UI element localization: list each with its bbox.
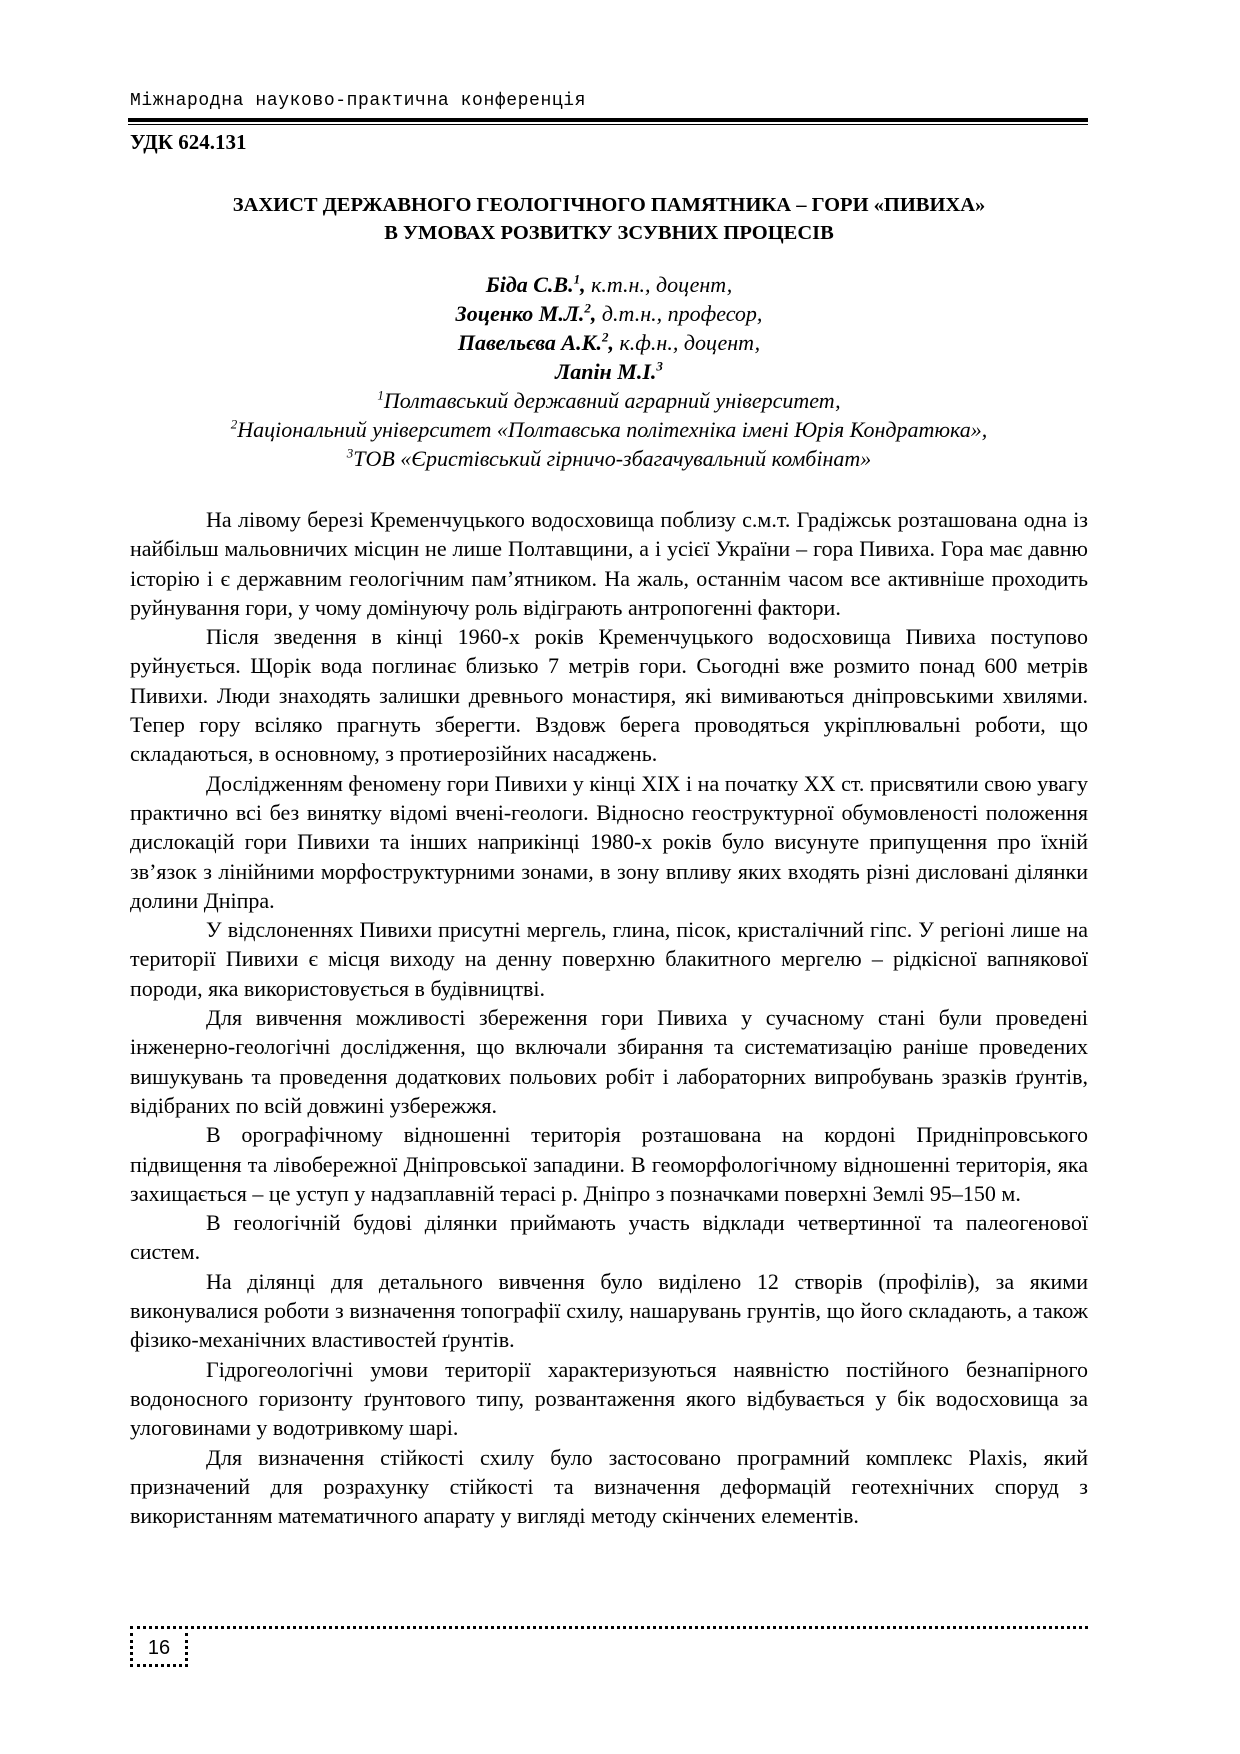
- affiliation-text: ТОВ «Єристівський гірничо-збагачувальний комбінат»: [353, 446, 872, 471]
- udk-code: УДК 624.131: [130, 130, 247, 154]
- author-name: Павельєва А.К.: [457, 330, 602, 355]
- author-degree: к.т.н., доцент,: [591, 272, 733, 297]
- author-degree: к.ф.н., доцент,: [619, 330, 761, 355]
- footer-rule: [130, 1626, 1088, 1629]
- affiliation-text: Національний університет «Полтавська політехніка імені Юрія Кондратюка»,: [237, 417, 988, 442]
- author-name: Біда С.В.: [485, 272, 574, 297]
- author-sup: 2: [602, 329, 609, 345]
- author-line: [130, 357, 1088, 386]
- author-sup: 3: [656, 358, 663, 374]
- author-line: Павельєва А.К.$^2$, к.ф.н., доцент,: [457, 329, 761, 355]
- article-body: [130, 505, 1088, 1530]
- affiliations-block: [130, 386, 1088, 473]
- affiliation: [130, 415, 1088, 444]
- author-degree: д.т.н., професор,: [601, 301, 763, 326]
- author-line: Біда С.В.$^1$, к.т.н., доцент,: [485, 271, 733, 297]
- paragraph: В орографічному відношенні територія розташована на кордоні Придніпровського підвищення та лівобережної Дніпровської западини. В геоморфологічному відношенні територія, яка захищається – це уступ у надзаплавній терасі р. Дніпро з позначками поверхні Землі 95–150 м.: [130, 1122, 1088, 1206]
- author-sup: 1: [573, 271, 581, 287]
- title-line: В УМОВАХ РОЗВИТКУ ЗСУВНИХ ПРОЦЕСІВ: [384, 222, 834, 244]
- paragraph: На лівому березі Кременчуцького водосховища поблизу с.м.т. Градіжськ розташована одна із найбільш мальовничих місцин не лише Полтавщини, а і усієї України – гора Пивиха. Гора має давню історію і є державним геологічним пам’ятником. На жаль, останнім часом все активніше проходить руйнування гори, у чому домінуючу роль відіграють антропогенні фактори.: [130, 507, 1088, 620]
- affiliation-sup: 3: [346, 445, 354, 461]
- running-header: Міжнародна науково-практична конференція: [130, 91, 587, 111]
- article-title: [130, 191, 1088, 247]
- affiliation: [130, 444, 1088, 473]
- affiliation-text: Полтавський державний аграрний університет,: [383, 388, 841, 413]
- header-rule-thin: [128, 124, 1088, 125]
- affiliation: [130, 386, 1088, 415]
- author-line: Зоценко М.Л.$^2$, д.т.н., професор,: [455, 300, 763, 326]
- paragraph: У відслоненнях Пивихи присутні мергель, глина, пісок, кристалічний гіпс. У регіоні лише на території Пивихи є місця виходу на денну поверхню блакитного мергелю – рідкісної вапнякової породи, яка використовується в будівництві.: [130, 917, 1088, 1001]
- paragraph: Гідрогеологічні умови території характеризуються наявністю постійного безнапірного водоносного горизонту ґрунтового типу, розвантаження якого відбувається у бік водосховища за улоговинами у водотривкому шарі.: [130, 1356, 1088, 1441]
- author-name: Зоценко М.Л.: [455, 301, 585, 326]
- affiliation-sup: 1: [377, 387, 384, 403]
- author-sup: 2: [584, 300, 591, 316]
- paragraph: Після зведення в кінці 1960-х років Кременчуцького водосховища Пивиха поступово руйнується. Щорік вода поглинає близько 7 метрів гори. Сьогодні вже розмито понад 600 метрів Пивихи. Люди знаходять залишки древнього монастиря, які вимиваються дніпровськими хвилями. Тепер гору всіляко прагнуть зберегти. Вздовж берега проводяться укріплювальні роботи, що складаються, в основному, з протиерозійних насаджень.: [130, 624, 1088, 767]
- header-rule: [128, 118, 1088, 122]
- paragraph: В геологічній будові ділянки приймають участь відклади четвертинної та палеогенової систем.: [130, 1210, 1088, 1265]
- paragraph: Для визначення стійкості схилу було застосовано програмний комплекс Plaxis, який призначений для розрахунку стійкості та визначення деформацій геотехнічних споруд з використанням математичного апарату у вигляді методу скінчених елементів.: [130, 1444, 1088, 1529]
- authors-block: [130, 270, 1088, 386]
- affiliation-sup: 2: [230, 416, 238, 432]
- title-line: ЗАХИСТ ДЕРЖАВНОГО ГЕОЛОГІЧНОГО ПАМЯТНИКА – ГОРИ «ПИВИХА»: [232, 194, 986, 216]
- author-name: Лапін М.І.: [555, 359, 657, 384]
- paragraph: На ділянці для детального вивчення було виділено 12 створів (профілів), за якими виконувалися роботи з визначення топографії схилу, нашарувань грунтів, що його складають, а також фізико-механічних властивостей ґрунтів.: [130, 1268, 1088, 1353]
- paragraph: Для вивчення можливості збереження гори Пивиха у сучасному стані були проведені інженерно-геологічні дослідження, що включали збирання та систематизацію раніше проведених вишукувань та проведення додаткових польових робіт і лабораторних випробувань зразків ґрунтів, відібраних по всій довжині узбережжя.: [130, 1005, 1088, 1118]
- page-number: 16: [130, 1633, 188, 1667]
- paragraph: Дослідженням феномену гори Пивихи у кінці XIX і на початку XX ст. присвятили свою увагу практично всі без винятку відомі вчені-геологи. Відносно геоструктурної обумовленості положення дислокацій гори Пивихи та інших наприкінці 1980-х років було висунуте припущення про їхній зв’язок з лінійними морфоструктурними зонами, в зону впливу яких входять різні дисловані ділянки долини Дніпра.: [130, 770, 1088, 913]
